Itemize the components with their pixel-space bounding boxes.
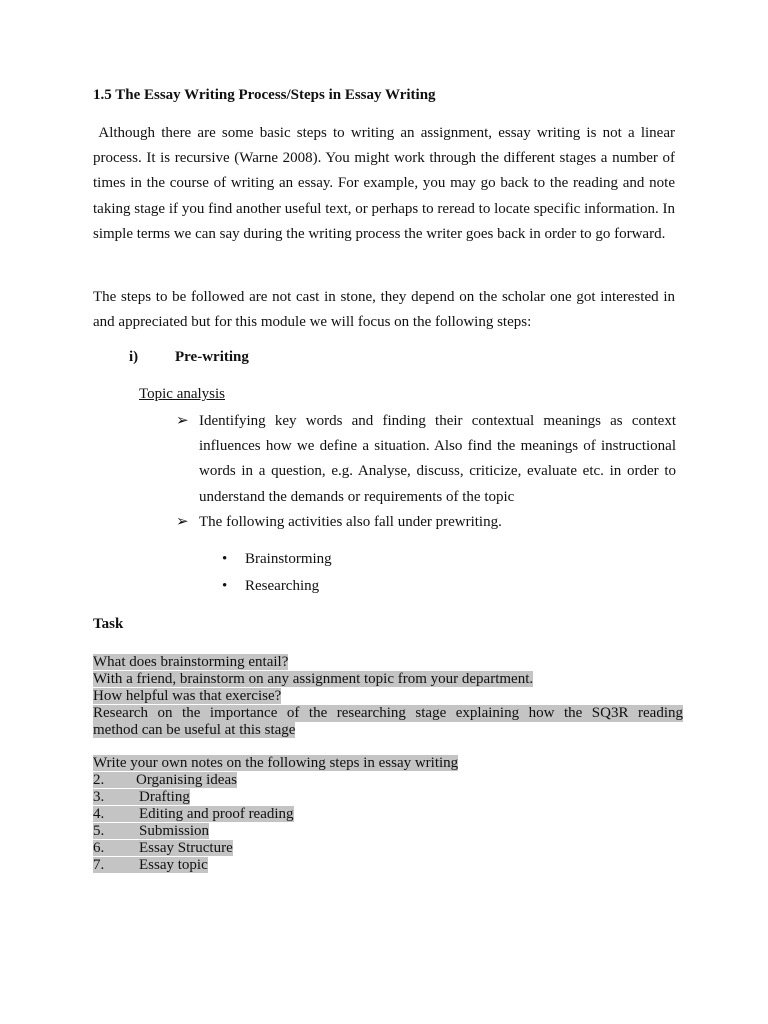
step-label: Submission <box>139 823 210 839</box>
subsection-number: i) <box>129 349 139 365</box>
steps-intro-paragraph <box>93 285 675 335</box>
paragraph-line: note taking stage if you find another useful text, or perhaps to reread to locate specific <box>93 175 675 217</box>
paragraph-line: of times in the course of writing an essay. For example, you may go back to the reading and <box>93 150 675 192</box>
subsection-title: Pre-writing <box>175 349 249 365</box>
subsection-heading <box>129 349 249 366</box>
item-line: Identifying key words and finding their contextual meanings as context <box>199 413 676 429</box>
numbered-step <box>93 806 294 823</box>
intro-paragraph <box>93 121 675 247</box>
step-number: 2. <box>93 772 105 788</box>
paragraph-line: order to go forward. <box>544 225 666 242</box>
highlighted-text: With a friend, brainstorm on any assignment topic from your department. <box>93 671 534 687</box>
step-label: Drafting <box>139 789 190 805</box>
step-label: Editing and proof reading <box>139 806 294 822</box>
section-heading: 1.5 The Essay Writing Process/Steps in Essay Writing <box>93 87 436 103</box>
highlighted-step <box>93 857 208 873</box>
numbered-step <box>93 789 190 806</box>
highlighted-step <box>93 789 190 805</box>
highlighted-text: method can be useful at this stage <box>93 722 296 738</box>
step-number: 4. <box>93 806 105 822</box>
step-label: Organising ideas <box>136 772 237 788</box>
task-question <box>93 654 288 671</box>
step-number: 3. <box>93 789 105 805</box>
highlighted-text: Research on the importance of the researching stage explaining how the SQ3R reading <box>93 705 683 721</box>
item-line: words in a question, e.g. Analyse, discuss, criticize, evaluate etc. in order to <box>199 463 676 480</box>
item-line: influences how we define a situation. Also find the meanings of instructional <box>199 438 676 455</box>
highlighted-text: Write your own notes on the following steps in essay writing <box>93 755 459 771</box>
step-number: 7. <box>93 857 105 873</box>
bullet-text: Researching <box>245 578 320 594</box>
highlighted-step <box>93 806 294 822</box>
bullet-dot-icon: • <box>222 578 228 594</box>
paragraph-line: process. It is recursive (Warne 2008). You might work through the different stages a number <box>93 150 658 167</box>
bullet-text: Brainstorming <box>245 551 332 567</box>
highlighted-step <box>93 772 237 788</box>
numbered-step <box>93 823 209 840</box>
highlighted-text: How helpful was that exercise? <box>93 688 282 704</box>
paragraph-line: in and appreciated but for this module we will focus on the following steps: <box>93 289 676 331</box>
paragraph-line: Although there are some basic steps to writing an assignment, essay writing is not a linear <box>93 125 675 141</box>
step-label: Essay topic <box>139 857 208 873</box>
bullet-dot-icon: • <box>222 551 228 567</box>
highlighted-step <box>93 840 233 856</box>
highlighted-step <box>93 823 209 839</box>
bullet-list-item <box>222 578 319 595</box>
task-question <box>93 671 533 688</box>
paragraph-line: information. In simple terms we can say during the writing process the writer goes back in <box>93 200 675 242</box>
numbered-step <box>93 840 233 857</box>
arrow-list-item <box>176 409 676 510</box>
item-line: The following activities also fall under prewriting. <box>199 514 502 530</box>
arrow-item-text <box>199 510 676 535</box>
arrow-list-item <box>176 510 676 535</box>
notes-instruction <box>93 755 458 772</box>
topic-analysis-label: Topic analysis <box>139 386 226 402</box>
highlighted-text: What does brainstorming entail? <box>93 654 289 670</box>
paragraph-line: The steps to be followed are not cast in stone, they depend on the scholar one got interested <box>93 289 659 305</box>
bullet-list-item <box>222 551 332 568</box>
step-number: 6. <box>93 840 105 856</box>
task-heading: Task <box>93 616 124 632</box>
numbered-step <box>93 857 208 874</box>
arrow-item-text <box>199 409 676 510</box>
task-question <box>93 705 683 722</box>
task-question <box>93 688 281 705</box>
item-line: understand the demands or requirements of the topic <box>199 488 515 505</box>
step-label: Essay Structure <box>139 840 233 856</box>
arrow-bullet-icon: ➢ <box>176 413 189 429</box>
numbered-step <box>93 772 237 789</box>
task-question <box>93 722 295 739</box>
arrow-bullet-icon: ➢ <box>176 514 189 530</box>
step-number: 5. <box>93 823 105 839</box>
